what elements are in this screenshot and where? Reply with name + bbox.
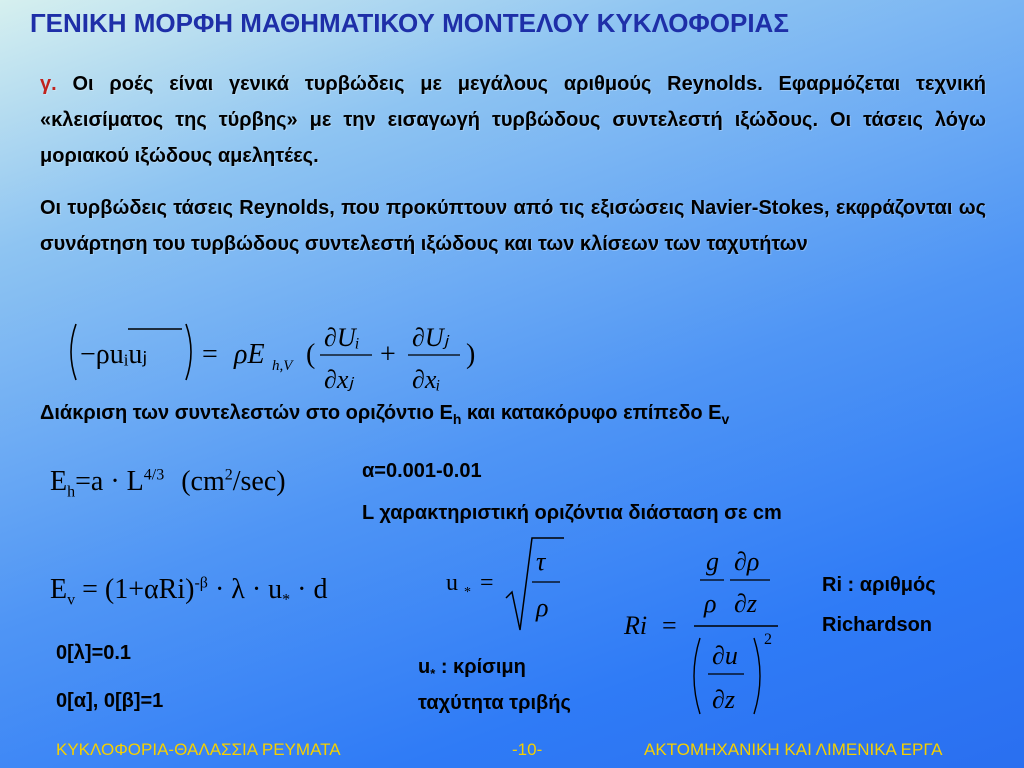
richardson-note-line2: Richardson bbox=[822, 614, 933, 636]
fraction2-numerator: ∂Uⱼ bbox=[412, 323, 449, 352]
svg-text:): ) bbox=[466, 339, 476, 370]
svg-text:∂ρ: ∂ρ bbox=[734, 547, 760, 576]
coefficients-heading: Διάκριση των συντελεστών στο οριζόντιο $E_h$ και κατακόρυφο επίπεδο $E_v$ bbox=[40, 402, 730, 427]
slide-title: ΓΕΝΙΚΗ ΜΟΡΦΗ ΜΑΘΗΜΑΤΙΚΟΥ ΜΟΝΤΕΛΟΥ ΚΥΚΛΟΦΟΡΙΑΣ bbox=[30, 8, 789, 38]
lhs-term: −ρuᵢuⱼ bbox=[80, 339, 148, 370]
length-scale-note: L χαρακτηριστική οριζόντια διάσταση σε cm bbox=[362, 502, 782, 524]
footer-subject-title: ΑΚΤΟΜΗΧΑΝΙΚΗ ΚΑΙ ΛΙΜΕΝΙΚΑ ΕΡΓΑ bbox=[644, 740, 943, 759]
lambda-order-note: 0[λ]=0.1 bbox=[56, 642, 132, 664]
footer-course-title: ΚΥΚΛΟΦΟΡΙΑ-ΘΑΛΑΣΣΙΑ ΡΕΥΜΑΤΑ bbox=[56, 740, 341, 759]
svg-text:u: u bbox=[446, 570, 458, 596]
svg-text:g: g bbox=[706, 547, 719, 576]
svg-text:(: ( bbox=[306, 339, 316, 370]
svg-text:2: 2 bbox=[764, 631, 772, 648]
item-prefix: γ. bbox=[40, 73, 57, 95]
svg-text:=: = bbox=[480, 570, 494, 596]
fraction1-numerator: ∂Uᵢ bbox=[324, 323, 360, 352]
svg-text:∂z: ∂z bbox=[734, 589, 757, 618]
paragraph-turbulence-text: Οι ροές είναι γενικά τυρβώδεις με μεγάλους αριθμούς Reynolds. Εφαρμόζεται τεχνική «κλεισίματος της τύρβης» με την εισαγωγή τυρβώδους συντελεστή ιξώδους. Οι τάσεις λόγω μοριακού ιξώδους αμελητέες. bbox=[40, 73, 987, 167]
svg-text:∂u: ∂u bbox=[712, 641, 738, 670]
footer-page-number: -10- bbox=[512, 740, 543, 759]
svg-text:+: + bbox=[380, 339, 396, 370]
svg-text:Ri: Ri bbox=[624, 611, 648, 640]
richardson-note-line1: Ri : αριθμός bbox=[822, 574, 936, 596]
svg-text:∂z: ∂z bbox=[712, 685, 735, 714]
reynolds-stress-equation bbox=[62, 312, 492, 398]
rhs-coefficient: ρE bbox=[234, 339, 265, 370]
vertical-coefficient-equation: $E_v = (1+\alpha Ri)^{-\beta} \cdot \lambda \cdot u_* \cdot d$ bbox=[50, 574, 328, 609]
svg-text:ρ: ρ bbox=[536, 593, 549, 622]
horizontal-coefficient-equation: $E_h=a \cdot L^{4/3}$ $(cm^2/\sec)$ bbox=[50, 466, 286, 501]
svg-text:τ: τ bbox=[536, 547, 546, 576]
rhs-coefficient-sub: h,V bbox=[272, 358, 293, 374]
richardson-number-equation bbox=[618, 540, 788, 720]
friction-velocity-note-line1: $u_*$ : κρίσιμη bbox=[418, 656, 526, 681]
svg-text:=: = bbox=[202, 339, 218, 370]
svg-text:*: * bbox=[464, 585, 471, 600]
svg-text:=: = bbox=[662, 611, 677, 640]
svg-text:ρ: ρ bbox=[704, 589, 717, 618]
paragraph-turbulence bbox=[40, 66, 986, 174]
fraction1-denominator: ∂xⱼ bbox=[324, 365, 353, 394]
alpha-range-note: α=0.001-0.01 bbox=[362, 460, 482, 482]
friction-velocity-note-line2: ταχύτητα τριβής bbox=[418, 692, 571, 714]
fraction2-denominator: ∂xᵢ bbox=[412, 365, 441, 394]
alpha-beta-order-note: 0[α], 0[β]=1 bbox=[56, 690, 164, 712]
friction-velocity-equation bbox=[440, 534, 570, 634]
paragraph-reynolds-stresses: Οι τυρβώδεις τάσεις Reynolds, που προκύπτουν από τις εξισώσεις Navier-Stokes, εκφράζονται ως συνάρτηση του τυρβώδους συντελεστή ιξώδους και των κλίσεων των ταχυτήτων bbox=[40, 197, 986, 255]
